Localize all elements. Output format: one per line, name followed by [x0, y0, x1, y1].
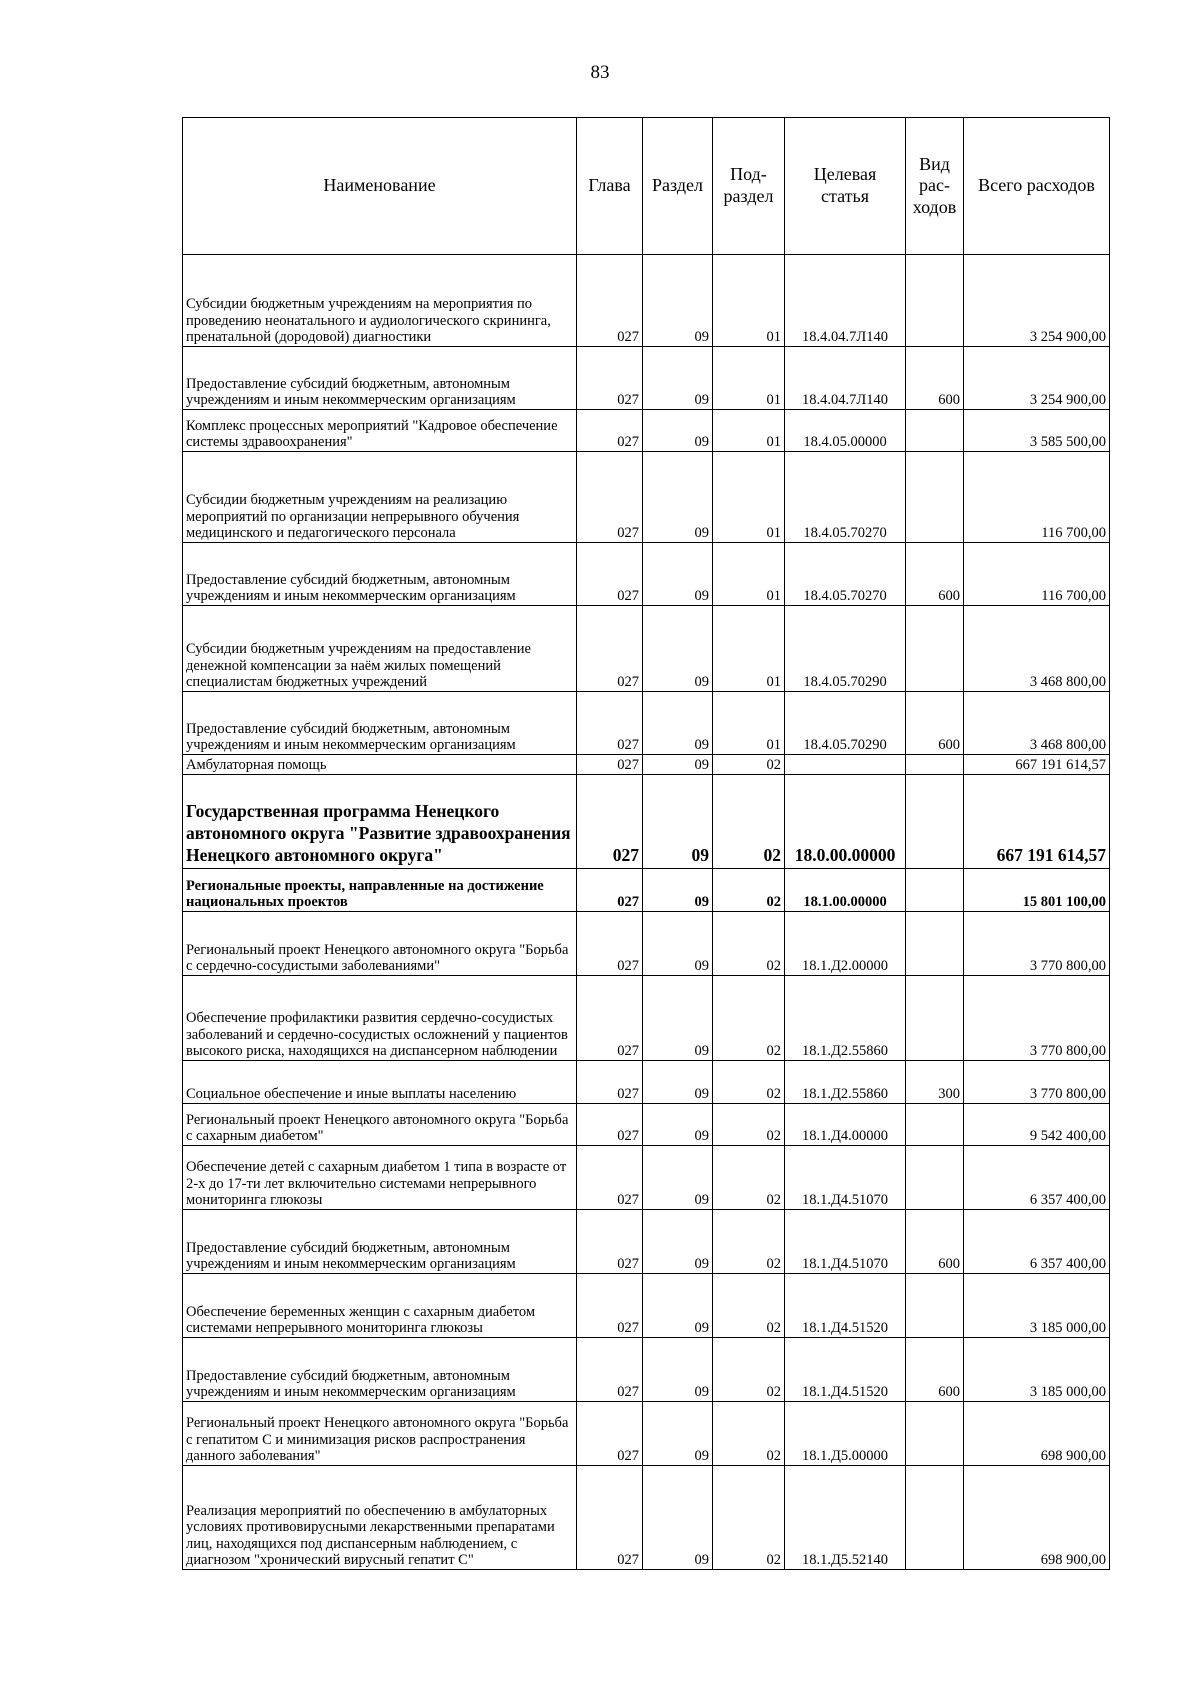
cell-vid-rashodov: [906, 775, 964, 869]
cell-vid-rashodov: [906, 452, 964, 543]
table-row: [183, 347, 1110, 410]
cell-glava: 027: [577, 1338, 643, 1402]
cell-celevaya-statya: 18.1.Д4.00000: [785, 1104, 906, 1146]
cell-name: Обеспечение профилактики развития сердечно-сосудистых заболеваний и сердечно-сосудистых осложнений у пациентов высокого риска, находящихся на диспансерном наблюдении: [183, 976, 577, 1061]
cell-razdel: 09: [643, 692, 713, 755]
cell-podrazdel: 01: [713, 606, 785, 692]
cell-name: Региональный проект Ненецкого автономного округа "Борьба с сердечно-сосудистыми заболеваниями": [183, 912, 577, 976]
cell-name: Обеспечение беременных женщин с сахарным диабетом системами непрерывного мониторинга глюкозы: [183, 1274, 577, 1338]
cell-podrazdel: 02: [713, 775, 785, 869]
table-row: [183, 1104, 1110, 1146]
cell-razdel: 09: [643, 1146, 713, 1210]
cell-total: 6 357 400,00: [964, 1146, 1110, 1210]
cell-glava: 027: [577, 1210, 643, 1274]
cell-razdel: 09: [643, 452, 713, 543]
cell-vid-rashodov: [906, 1104, 964, 1146]
cell-glava: 027: [577, 912, 643, 976]
cell-podrazdel: 01: [713, 347, 785, 410]
header-glava: Глава: [577, 118, 643, 255]
cell-total: 3 254 900,00: [964, 347, 1110, 410]
table-row: [183, 255, 1110, 347]
cell-vid-rashodov: [906, 1402, 964, 1466]
cell-vid-rashodov: 600: [906, 692, 964, 755]
cell-name: Предоставление субсидий бюджетным, автономным учреждениям и иным некоммерческим организациям: [183, 692, 577, 755]
cell-celevaya-statya: 18.4.05.70270: [785, 543, 906, 606]
cell-razdel: 09: [643, 976, 713, 1061]
table-row: [183, 775, 1110, 869]
cell-vid-rashodov: [906, 869, 964, 912]
cell-name: Предоставление субсидий бюджетным, автономным учреждениям и иным некоммерческим организациям: [183, 543, 577, 606]
table-row: [183, 1402, 1110, 1466]
header-podrazdel: Под- раздел: [713, 118, 785, 255]
table-row: [183, 543, 1110, 606]
table-row: [183, 912, 1110, 976]
table-row: [183, 1210, 1110, 1274]
cell-glava: 027: [577, 1146, 643, 1210]
cell-total: 3 585 500,00: [964, 410, 1110, 452]
cell-total: 3 770 800,00: [964, 1061, 1110, 1104]
cell-name: Субсидии бюджетным учреждениям на мероприятия по проведению неонатального и аудиологического скрининга, пренатальной (дородовой) диагностики: [183, 255, 577, 347]
cell-glava: 027: [577, 692, 643, 755]
cell-razdel: 09: [643, 775, 713, 869]
cell-razdel: 09: [643, 869, 713, 912]
cell-name: Региональный проект Ненецкого автономного округа "Борьба с гепатитом С и минимизация рисков распространения данного заболевания": [183, 1402, 577, 1466]
cell-celevaya-statya: 18.4.04.7Л140: [785, 255, 906, 347]
cell-celevaya-statya: 18.4.05.00000: [785, 410, 906, 452]
table-row: [183, 1274, 1110, 1338]
cell-name: Региональные проекты, направленные на достижение национальных проектов: [183, 869, 577, 912]
cell-razdel: 09: [643, 410, 713, 452]
cell-podrazdel: 02: [713, 1466, 785, 1570]
cell-vid-rashodov: [906, 410, 964, 452]
cell-vid-rashodov: 300: [906, 1061, 964, 1104]
cell-vid-rashodov: [906, 912, 964, 976]
cell-glava: 027: [577, 606, 643, 692]
cell-celevaya-statya: 18.4.05.70270: [785, 452, 906, 543]
cell-glava: 027: [577, 755, 643, 775]
cell-glava: 027: [577, 775, 643, 869]
cell-razdel: 09: [643, 1466, 713, 1570]
cell-glava: 027: [577, 543, 643, 606]
cell-podrazdel: 02: [713, 1061, 785, 1104]
cell-razdel: 09: [643, 1061, 713, 1104]
cell-razdel: 09: [643, 347, 713, 410]
header-vid-rashodov: Вид рас- ходов: [906, 118, 964, 255]
cell-celevaya-statya: 18.1.Д4.51520: [785, 1338, 906, 1402]
cell-glava: 027: [577, 869, 643, 912]
cell-vid-rashodov: 600: [906, 1338, 964, 1402]
cell-name: Социальное обеспечение и иные выплаты населению: [183, 1061, 577, 1104]
cell-vid-rashodov: [906, 1466, 964, 1570]
cell-total: 3 468 800,00: [964, 692, 1110, 755]
cell-name: Государственная программа Ненецкого автономного округа "Развитие здравоохранения Ненецкого автономного округа": [183, 775, 577, 869]
cell-celevaya-statya: 18.1.Д5.00000: [785, 1402, 906, 1466]
table-body: [183, 255, 1110, 1570]
cell-vid-rashodov: [906, 976, 964, 1061]
table-row: [183, 606, 1110, 692]
cell-total: 698 900,00: [964, 1402, 1110, 1466]
header-celevaya-statya: Целевая статья: [785, 118, 906, 255]
table-row: [183, 1146, 1110, 1210]
table-row: [183, 869, 1110, 912]
cell-podrazdel: 01: [713, 543, 785, 606]
header-name: Наименование: [183, 118, 577, 255]
cell-celevaya-statya: 18.1.Д4.51520: [785, 1274, 906, 1338]
cell-total: 9 542 400,00: [964, 1104, 1110, 1146]
cell-celevaya-statya: 18.1.Д4.51070: [785, 1146, 906, 1210]
cell-podrazdel: 02: [713, 1338, 785, 1402]
table-row: [183, 410, 1110, 452]
cell-total: 6 357 400,00: [964, 1210, 1110, 1274]
cell-name: Предоставление субсидий бюджетным, автономным учреждениям и иным некоммерческим организациям: [183, 1338, 577, 1402]
cell-podrazdel: 01: [713, 692, 785, 755]
cell-name: Региональный проект Ненецкого автономного округа "Борьба с сахарным диабетом": [183, 1104, 577, 1146]
cell-glava: 027: [577, 1104, 643, 1146]
cell-celevaya-statya: 18.0.00.00000: [785, 775, 906, 869]
cell-glava: 027: [577, 410, 643, 452]
cell-razdel: 09: [643, 912, 713, 976]
cell-name: Обеспечение детей с сахарным диабетом 1 типа в возрасте от 2-х до 17-ти лет включительно системами непрерывного мониторинга глюкозы: [183, 1146, 577, 1210]
cell-vid-rashodov: [906, 1274, 964, 1338]
cell-glava: 027: [577, 255, 643, 347]
cell-total: 667 191 614,57: [964, 755, 1110, 775]
page-number: 83: [590, 62, 610, 83]
table-row: [183, 976, 1110, 1061]
cell-podrazdel: 02: [713, 755, 785, 775]
cell-razdel: 09: [643, 1274, 713, 1338]
cell-total: 667 191 614,57: [964, 775, 1110, 869]
table-row: [183, 692, 1110, 755]
cell-total: 116 700,00: [964, 543, 1110, 606]
cell-podrazdel: 02: [713, 869, 785, 912]
cell-total: 3 185 000,00: [964, 1338, 1110, 1402]
cell-name: Амбулаторная помощь: [183, 755, 577, 775]
cell-razdel: 09: [643, 543, 713, 606]
cell-vid-rashodov: [906, 606, 964, 692]
cell-total: 3 770 800,00: [964, 976, 1110, 1061]
cell-razdel: 09: [643, 606, 713, 692]
cell-total: 698 900,00: [964, 1466, 1110, 1570]
cell-podrazdel: 01: [713, 255, 785, 347]
cell-podrazdel: 02: [713, 1146, 785, 1210]
cell-vid-rashodov: [906, 755, 964, 775]
cell-total: 3 468 800,00: [964, 606, 1110, 692]
cell-total: 3 254 900,00: [964, 255, 1110, 347]
cell-podrazdel: 02: [713, 912, 785, 976]
table-header-row: [183, 118, 1110, 255]
cell-vid-rashodov: [906, 255, 964, 347]
cell-glava: 027: [577, 976, 643, 1061]
cell-vid-rashodov: 600: [906, 1210, 964, 1274]
cell-podrazdel: 01: [713, 410, 785, 452]
cell-podrazdel: 02: [713, 1274, 785, 1338]
cell-razdel: 09: [643, 755, 713, 775]
cell-celevaya-statya: 18.4.05.70290: [785, 606, 906, 692]
cell-glava: 027: [577, 1466, 643, 1570]
header-razdel: Раздел: [643, 118, 713, 255]
budget-table: [182, 117, 1110, 1570]
table-row: [183, 452, 1110, 543]
cell-name: Субсидии бюджетным учреждениям на предоставление денежной компенсации за наём жилых помещений специалистам бюджетных учреждений: [183, 606, 577, 692]
cell-name: Субсидии бюджетным учреждениям на реализацию мероприятий по организации непрерывного обучения медицинского и педагогического персонала: [183, 452, 577, 543]
cell-razdel: 09: [643, 255, 713, 347]
cell-celevaya-statya: 18.1.Д4.51070: [785, 1210, 906, 1274]
cell-celevaya-statya: 18.1.Д5.52140: [785, 1466, 906, 1570]
cell-vid-rashodov: 600: [906, 543, 964, 606]
cell-razdel: 09: [643, 1402, 713, 1466]
header-total: Всего расходов: [964, 118, 1110, 255]
cell-podrazdel: 02: [713, 976, 785, 1061]
cell-celevaya-statya: [785, 755, 906, 775]
cell-razdel: 09: [643, 1210, 713, 1274]
cell-podrazdel: 02: [713, 1104, 785, 1146]
cell-glava: 027: [577, 347, 643, 410]
cell-podrazdel: 02: [713, 1402, 785, 1466]
cell-name: Комплекс процессных мероприятий "Кадровое обеспечение системы здравоохранения": [183, 410, 577, 452]
cell-vid-rashodov: 600: [906, 347, 964, 410]
cell-celevaya-statya: 18.1.Д2.00000: [785, 912, 906, 976]
table-row: [183, 1466, 1110, 1570]
cell-name: Предоставление субсидий бюджетным, автономным учреждениям и иным некоммерческим организациям: [183, 1210, 577, 1274]
cell-total: 116 700,00: [964, 452, 1110, 543]
cell-celevaya-statya: 18.4.05.70290: [785, 692, 906, 755]
cell-celevaya-statya: 18.1.Д2.55860: [785, 1061, 906, 1104]
cell-name: Предоставление субсидий бюджетным, автономным учреждениям и иным некоммерческим организациям: [183, 347, 577, 410]
cell-celevaya-statya: 18.4.04.7Л140: [785, 347, 906, 410]
cell-celevaya-statya: 18.1.Д2.55860: [785, 976, 906, 1061]
cell-name: Реализация мероприятий по обеспечению в амбулаторных условиях противовирусными лекарственными препаратами лиц, находящихся под диспансерным наблюдением, с диагнозом "хронический вирусный гепатит С": [183, 1466, 577, 1570]
cell-vid-rashodov: [906, 1146, 964, 1210]
cell-celevaya-statya: 18.1.00.00000: [785, 869, 906, 912]
cell-total: 3 770 800,00: [964, 912, 1110, 976]
cell-glava: 027: [577, 1274, 643, 1338]
cell-razdel: 09: [643, 1338, 713, 1402]
cell-glava: 027: [577, 1061, 643, 1104]
table-row: [183, 1338, 1110, 1402]
cell-razdel: 09: [643, 1104, 713, 1146]
cell-podrazdel: 02: [713, 1210, 785, 1274]
table-row: [183, 1061, 1110, 1104]
cell-total: 15 801 100,00: [964, 869, 1110, 912]
cell-glava: 027: [577, 1402, 643, 1466]
cell-total: 3 185 000,00: [964, 1274, 1110, 1338]
table-row: [183, 755, 1110, 775]
cell-podrazdel: 01: [713, 452, 785, 543]
cell-glava: 027: [577, 452, 643, 543]
